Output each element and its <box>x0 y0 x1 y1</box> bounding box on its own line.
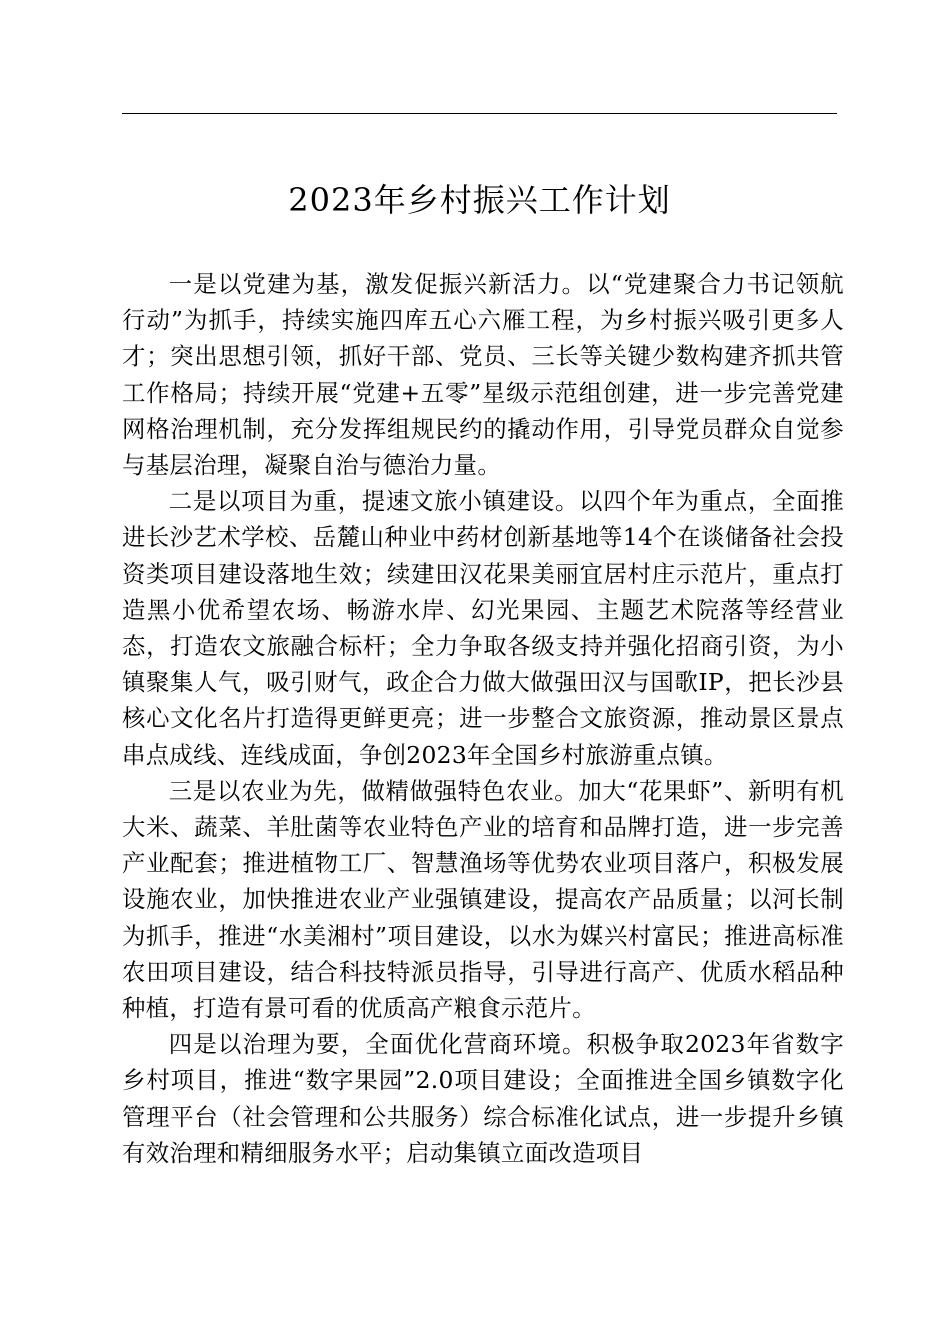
paragraph-2: 二是以项目为重，提速文旅小镇建设。以四个年为重点，全面推进长沙艺术学校、岳麓山种业中药材创新基地等14个在谈储备社会投资类项目建设落地生效；续建田汉花果美丽宜居村庄示范片，重点打造黑小优希望农场、畅游水岸、幻光果园、主题艺术院落等经营业态，打造农文旅融合标杆；全力争取各级支持并强化招商引资，为小镇聚集人气，吸引财气，政企合力做大做强田汉与国歌IP，把长沙县核心文化名片打造得更鲜更亮；进一步整合文旅资源，推动景区景点串点成线、连线成面，争创2023年全国乡村旅游重点镇。 <box>122 487 844 769</box>
paragraph-3: 三是以农业为先，做精做强特色农业。加大“花果虾”、新明有机大米、蔬菜、羊肚菌等农业特色产业的培育和品牌打造，进一步完善产业配套；推进植物工厂、智慧渔场等优势农业项目落户，积极发展设施农业，加快推进农业产业强镇建设，提高农产品质量；以河长制为抓手，推进“水美湘村”项目建设，以水为媒兴村富民；推进高标准农田项目建设，结合科技特派员指导，引导进行高产、优质水稻品种种植，打造有景可看的优质高产粮食示范片。 <box>122 776 844 1023</box>
document-title: 2023年乡村振兴工作计划 <box>288 181 671 219</box>
paragraph-4: 四是以治理为要，全面优化营商环境。积极争取2023年省数字乡村项目，推进“数字果园”2.0项目建设；全面推进全国乡镇数字化管理平台（社会管理和公共服务）综合标准化试点，进一步提升乡镇有效治理和精细服务水平；启动集镇立面改造项目 <box>122 1030 844 1167</box>
document-body <box>122 266 844 1171</box>
paragraph-1: 一是以党建为基，激发促振兴新活力。以“党建聚合力书记领航行动”为抓手，持续实施四库五心六雁工程，为乡村振兴吸引更多人才；突出思想引领，抓好干部、党员、三长等关键少数构建齐抓共管工作格局；持续开展“党建+五零”星级示范组创建，进一步完善党建网格治理机制，充分发挥组规民约的撬动作用，引导党员群众自觉参与基层治理，凝聚自治与德治力量。 <box>122 270 844 480</box>
header-rule <box>122 113 837 114</box>
